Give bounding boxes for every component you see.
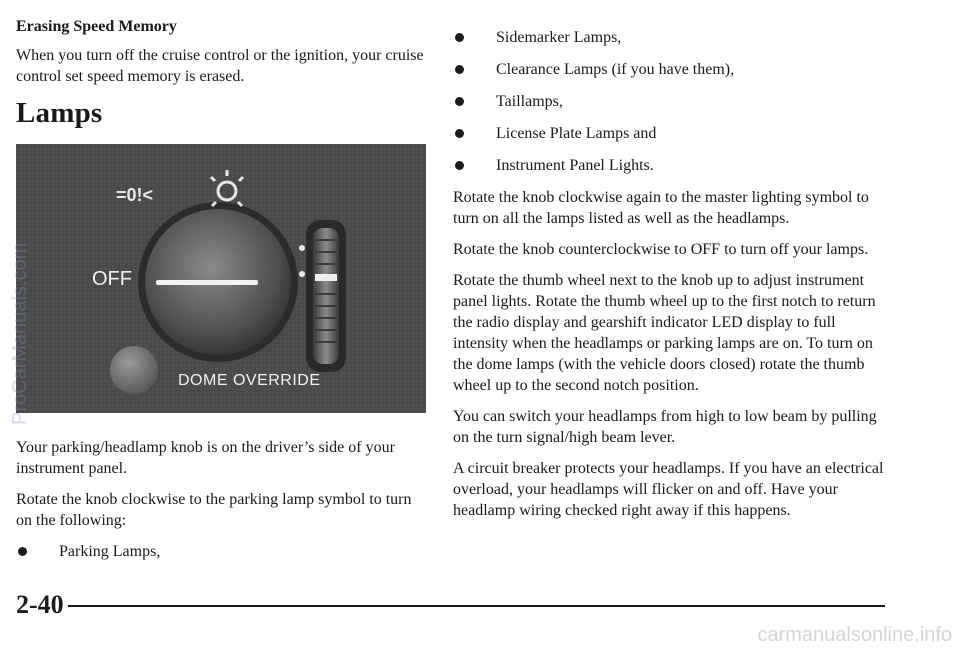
list-item: Parking Lamps, [16,541,426,562]
page-number: 2-40 [16,590,64,619]
turn-off-paragraph: Rotate the knob counterclockwise to OFF to turn off your lamps. [453,241,869,258]
dome-override-button [110,346,158,394]
list-item: License Plate Lamps and [453,123,893,144]
page-heading: Lamps [16,97,103,129]
lamp-list-right [453,27,893,176]
side-watermark: ProCarManuals.com [9,242,31,425]
beam-switch-paragraph: You can switch your headlamps from high to low beam by pulling on the turn signal/high beam lever. [453,408,877,446]
list-item: Instrument Panel Lights. [453,155,893,176]
right-column [453,27,893,531]
footer-rule [68,605,885,607]
bullet-icon [18,547,27,556]
bullet-icon [455,129,464,138]
master-lighting-paragraph: Rotate the knob clockwise again to the master lighting symbol to turn on all the lamps listed as well as the headlamps. [453,189,869,227]
off-label: OFF [92,268,132,290]
bullet-icon [455,161,464,170]
parking-lamp-icon: =0!< [116,185,154,205]
list-item: Clearance Lamps (if you have them), [453,59,893,80]
thumb-wheel-paragraph: Rotate the thumb wheel next to the knob up to adjust instrument panel lights. Rotate the thumb wheel up to the first notch to return the radio display and gearshift indicator LED display to full intensity when the headlamps or parking lamps are on. To turn on the dome lamps (with the vehicle doors closed) rotate the thumb wheel up to the second notch position. [453,272,876,394]
lamp-list-left [16,541,426,562]
bullet-icon [455,33,464,42]
footer-watermark: carmanualsonline.info [757,624,952,646]
knob-pointer [156,280,258,285]
bullet-icon [455,97,464,106]
circuit-breaker-paragraph: A circuit breaker protects your headlamps. If you have an electrical overload, your headlamps will flicker on and off. Have your headlamp wiring checked right away if this happens. [453,460,884,519]
headlamp-knob-photo [16,144,426,413]
dome-override-label: DOME OVERRIDE [178,372,321,389]
section-subheading: Erasing Speed Memory [16,18,177,35]
bullet-icon [455,65,464,74]
list-item: Taillamps, [453,91,893,112]
rotate-clockwise-paragraph: Rotate the knob clockwise to the parking lamp symbol to turn on the following: [16,491,412,529]
knob-location-paragraph: Your parking/headlamp knob is on the driver’s side of your instrument panel. [16,439,395,477]
list-item: Sidemarker Lamps, [453,27,893,48]
thumb-wheel [313,228,339,364]
left-column [16,18,426,573]
intro-paragraph: When you turn off the cruise control or the ignition, your cruise control set speed memory is erased. [16,47,424,85]
